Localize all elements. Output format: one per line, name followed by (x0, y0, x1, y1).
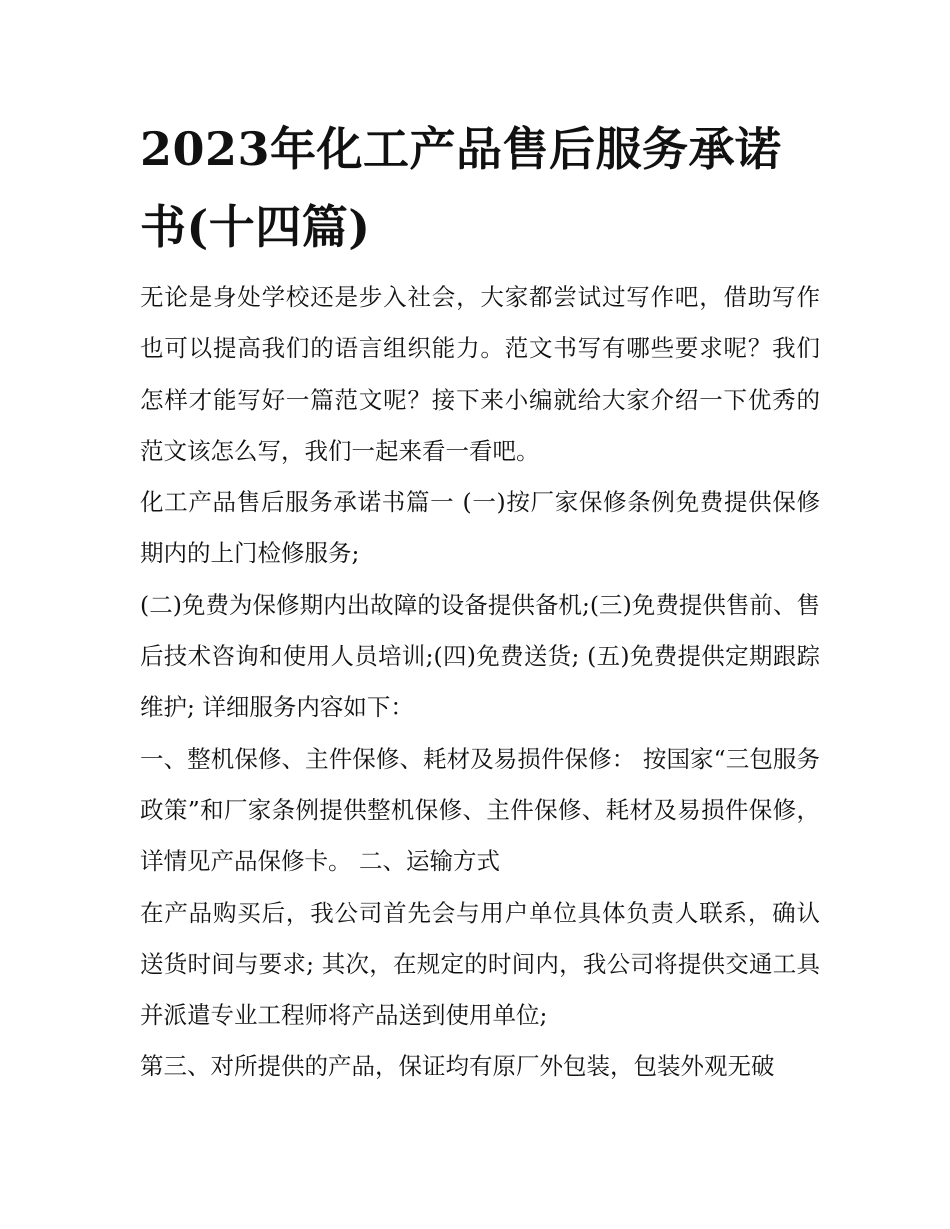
body-paragraph: 一、整机保修、主件保修、耗材及易损件保修： 按国家“三包服务政策”和厂家条例提供整机保修、主件保修、耗材及易损件保修，详情见产品保修卡。 二、运输方式 (140, 744, 820, 876)
body-paragraph: 第三、对所提供的产品，保证均有原厂外包装，包装外观无破 (140, 1052, 775, 1081)
body-paragraph: 在产品购买后，我公司首先会与用户单位具体负责人联系，确认送货时间与要求; 其次，在规定的时间内，我公司将提供交通工具并派遣专业工程师将产品送到使用单位; (140, 898, 820, 1030)
body-paragraph: 化工产品售后服务承诺书篇一 (一)按厂家保修条例免费提供保修期内的上门检修服务; (140, 488, 820, 568)
body-paragraph: 无论是身处学校还是步入社会，大家都尝试过写作吧，借助写作也可以提高我们的语言组织能力。范文书写有哪些要求呢？我们怎样才能写好一篇范文呢？接下来小编就给大家介绍一下优秀的范文该怎么写，我们一起来看一看吧。 (140, 283, 820, 465)
document-body (140, 272, 820, 1093)
document-title: 2023年化工产品售后服务承诺书(十四篇) (140, 122, 782, 254)
body-paragraph: (二)免费为保修期内出故障的设备提供备机;(三)免费提供售前、售后技术咨询和使用人员培训;(四)免费送货; (五)免费提供定期跟踪维护; 详细服务内容如下： (140, 590, 820, 722)
